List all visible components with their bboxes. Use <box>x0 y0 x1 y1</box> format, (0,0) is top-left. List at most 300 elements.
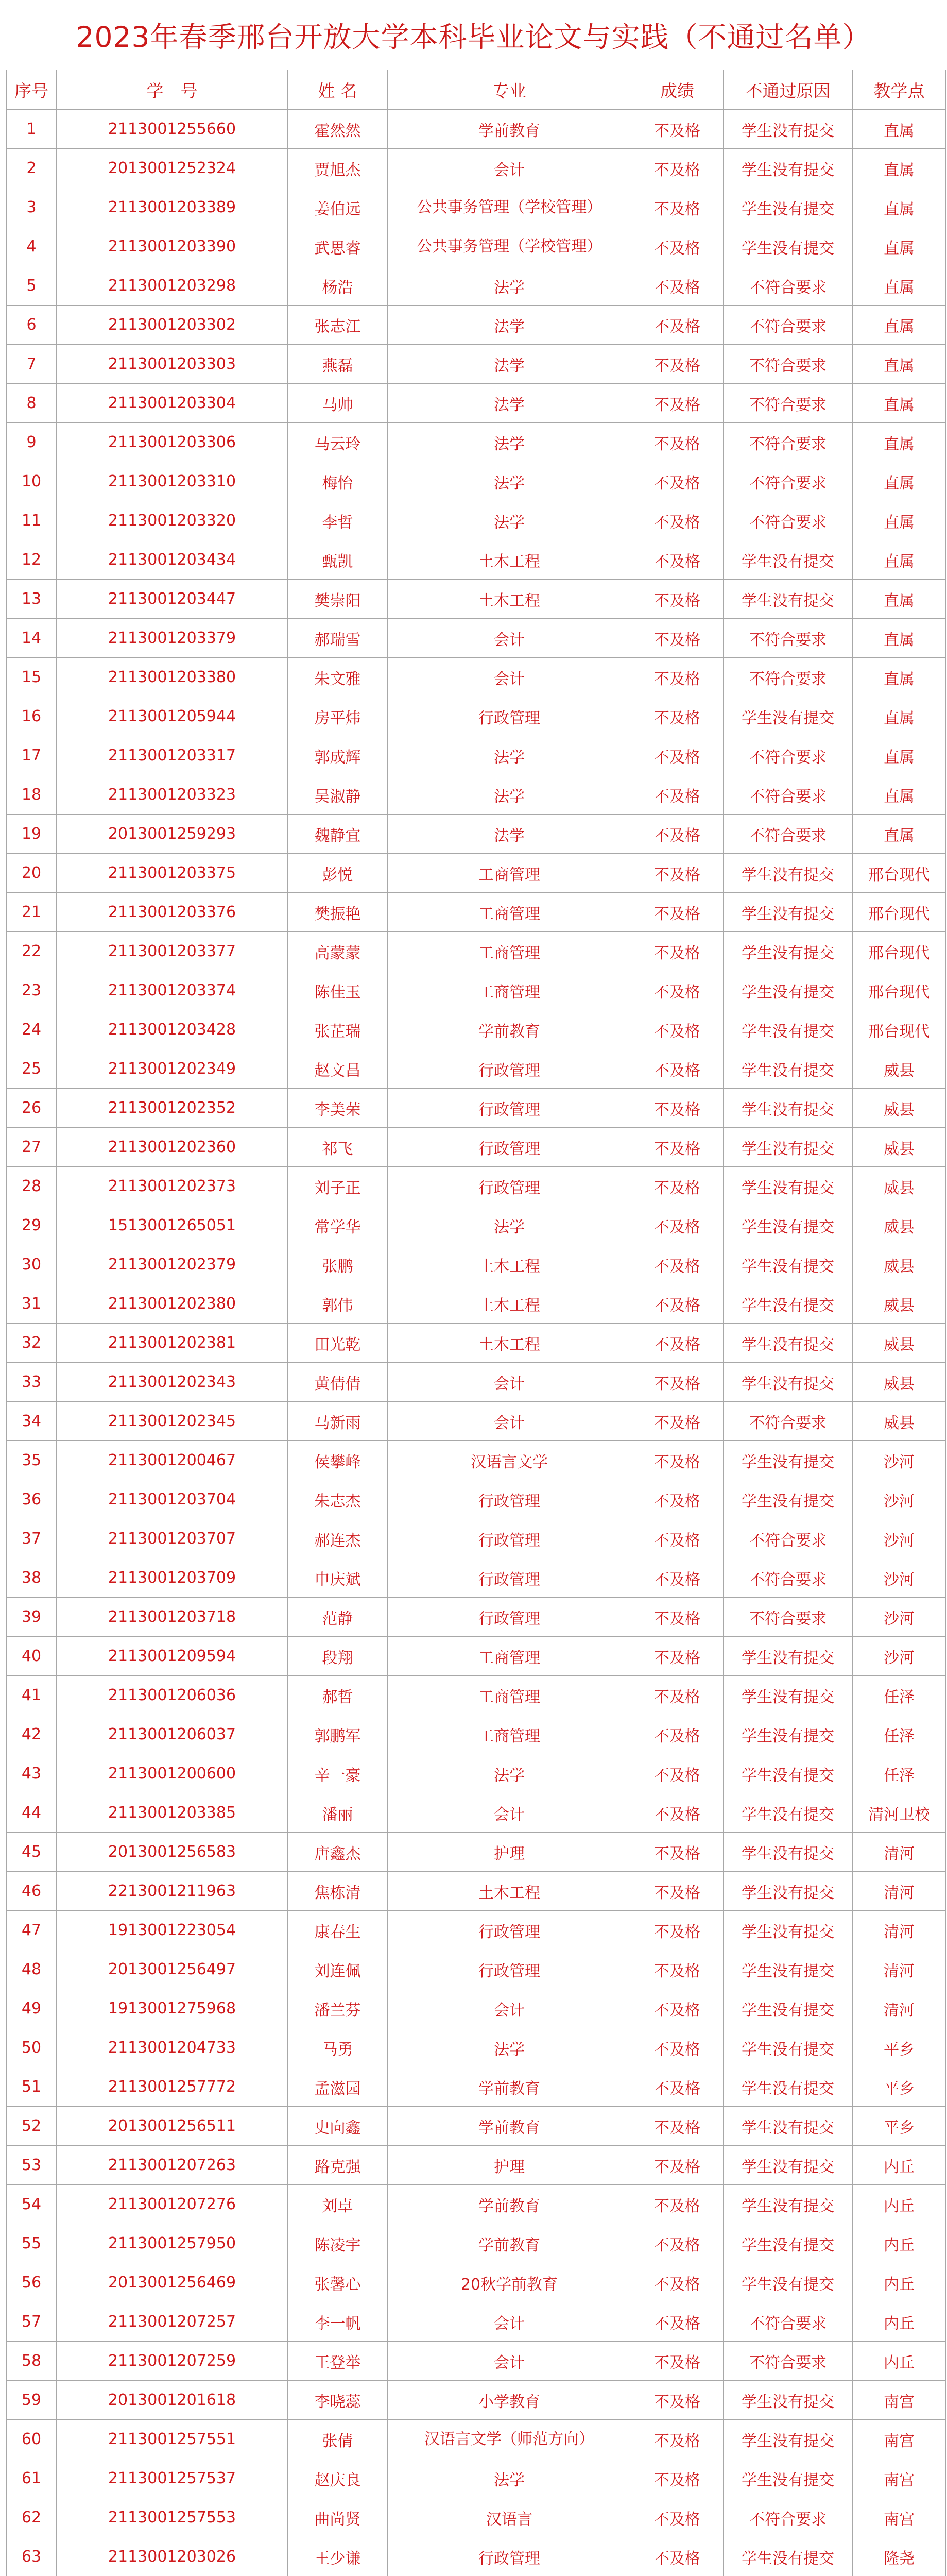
cell-student-id: 2113001203374 <box>57 971 288 1010</box>
cell-seq: 37 <box>7 1519 57 1558</box>
cell-student-id: 2113001200600 <box>57 1754 288 1793</box>
cell-name: 魏静宜 <box>288 815 388 854</box>
cell-seq: 32 <box>7 1324 57 1363</box>
cell-fail-reason: 学生没有提交 <box>724 1245 853 1284</box>
cell-score: 不及格 <box>631 2185 724 2224</box>
cell-score: 不及格 <box>631 1441 724 1480</box>
cell-score: 不及格 <box>631 2224 724 2263</box>
cell-major: 法学 <box>388 501 631 540</box>
cell-teaching-center: 威县 <box>853 1128 946 1167</box>
cell-teaching-center: 直属 <box>853 110 946 149</box>
cell-seq: 40 <box>7 1637 57 1676</box>
cell-name: 申庆斌 <box>288 1558 388 1598</box>
cell-fail-reason: 不符合要求 <box>724 775 853 815</box>
cell-score: 不及格 <box>631 2342 724 2381</box>
cell-student-id: 1913001275968 <box>57 1989 288 2028</box>
cell-score: 不及格 <box>631 2459 724 2498</box>
cell-major: 行政管理 <box>388 1049 631 1089</box>
cell-major: 法学 <box>388 1754 631 1793</box>
cell-score: 不及格 <box>631 1049 724 1089</box>
cell-student-id: 2113001203306 <box>57 423 288 462</box>
cell-name: 郝连杰 <box>288 1519 388 1558</box>
header-student-id: 学 号 <box>57 70 288 110</box>
cell-teaching-center: 清河 <box>853 1833 946 1872</box>
cell-teaching-center: 邢台现代 <box>853 854 946 893</box>
cell-name: 朱志杰 <box>288 1480 388 1519</box>
cell-name: 梅怡 <box>288 462 388 501</box>
cell-name: 樊振艳 <box>288 893 388 932</box>
cell-name: 黄倩倩 <box>288 1363 388 1402</box>
cell-seq: 43 <box>7 1754 57 1793</box>
cell-score: 不及格 <box>631 2537 724 2576</box>
cell-name: 刘卓 <box>288 2185 388 2224</box>
cell-name: 史向鑫 <box>288 2107 388 2146</box>
cell-student-id: 2113001207276 <box>57 2185 288 2224</box>
table-row <box>7 2342 946 2381</box>
cell-teaching-center: 沙河 <box>853 1598 946 1637</box>
cell-name: 朱文雅 <box>288 658 388 697</box>
table-row <box>7 1206 946 1245</box>
cell-fail-reason: 学生没有提交 <box>724 1206 853 1245</box>
table-row <box>7 619 946 658</box>
cell-student-id: 2013001256583 <box>57 1833 288 1872</box>
cell-fail-reason: 不符合要求 <box>724 2302 853 2342</box>
cell-teaching-center: 直属 <box>853 384 946 423</box>
cell-major: 土木工程 <box>388 1324 631 1363</box>
cell-seq: 57 <box>7 2302 57 2342</box>
cell-seq: 26 <box>7 1089 57 1128</box>
cell-major: 公共事务管理（学校管理） <box>388 188 631 227</box>
cell-name: 张芷瑞 <box>288 1010 388 1049</box>
cell-seq: 46 <box>7 1872 57 1911</box>
cell-fail-reason: 学生没有提交 <box>724 1441 853 1480</box>
cell-major: 汉语言文学 <box>388 1441 631 1480</box>
cell-fail-reason: 学生没有提交 <box>724 2420 853 2459</box>
cell-seq: 35 <box>7 1441 57 1480</box>
cell-seq: 15 <box>7 658 57 697</box>
cell-score: 不及格 <box>631 2028 724 2067</box>
cell-name: 吴淑静 <box>288 775 388 815</box>
table-row <box>7 1324 946 1363</box>
cell-name: 张鹏 <box>288 1245 388 1284</box>
cell-student-id: 2113001255660 <box>57 110 288 149</box>
table-row <box>7 1284 946 1324</box>
cell-score: 不及格 <box>631 893 724 932</box>
cell-major: 工商管理 <box>388 893 631 932</box>
cell-name: 马勇 <box>288 2028 388 2067</box>
cell-teaching-center: 南宫 <box>853 2381 946 2420</box>
cell-score: 不及格 <box>631 1754 724 1793</box>
cell-major: 法学 <box>388 423 631 462</box>
cell-score: 不及格 <box>631 462 724 501</box>
cell-student-id: 1513001265051 <box>57 1206 288 1245</box>
cell-name: 段翔 <box>288 1637 388 1676</box>
cell-major: 法学 <box>388 384 631 423</box>
cell-major: 学前教育 <box>388 2224 631 2263</box>
cell-student-id: 2113001203320 <box>57 501 288 540</box>
cell-seq: 50 <box>7 2028 57 2067</box>
cell-name: 赵文昌 <box>288 1049 388 1089</box>
cell-seq: 5 <box>7 266 57 306</box>
cell-major: 行政管理 <box>388 1167 631 1206</box>
cell-teaching-center: 直属 <box>853 540 946 580</box>
cell-score: 不及格 <box>631 1167 724 1206</box>
cell-fail-reason: 学生没有提交 <box>724 1363 853 1402</box>
table-row <box>7 775 946 815</box>
cell-seq: 3 <box>7 188 57 227</box>
cell-teaching-center: 直属 <box>853 580 946 619</box>
cell-student-id: 2113001202373 <box>57 1167 288 1206</box>
cell-fail-reason: 学生没有提交 <box>724 1324 853 1363</box>
cell-seq: 8 <box>7 384 57 423</box>
table-row <box>7 462 946 501</box>
cell-fail-reason: 不符合要求 <box>724 384 853 423</box>
cell-seq: 12 <box>7 540 57 580</box>
cell-score: 不及格 <box>631 1598 724 1637</box>
cell-name: 甄凯 <box>288 540 388 580</box>
header-major: 专业 <box>388 70 631 110</box>
cell-seq: 62 <box>7 2498 57 2537</box>
table-row <box>7 854 946 893</box>
cell-name: 潘兰芬 <box>288 1989 388 2028</box>
cell-teaching-center: 任泽 <box>853 1676 946 1715</box>
cell-score: 不及格 <box>631 2302 724 2342</box>
cell-score: 不及格 <box>631 736 724 775</box>
cell-score: 不及格 <box>631 423 724 462</box>
cell-major: 工商管理 <box>388 971 631 1010</box>
cell-name: 霍然然 <box>288 110 388 149</box>
cell-name: 王登举 <box>288 2342 388 2381</box>
cell-major: 土木工程 <box>388 1245 631 1284</box>
cell-fail-reason: 学生没有提交 <box>724 2537 853 2576</box>
table-row <box>7 2028 946 2067</box>
cell-name: 郝瑞雪 <box>288 619 388 658</box>
cell-fail-reason: 学生没有提交 <box>724 1715 853 1754</box>
cell-score: 不及格 <box>631 2146 724 2185</box>
cell-name: 彭悦 <box>288 854 388 893</box>
cell-fail-reason: 不符合要求 <box>724 736 853 775</box>
cell-seq: 25 <box>7 1049 57 1089</box>
cell-seq: 31 <box>7 1284 57 1324</box>
cell-student-id: 2113001202349 <box>57 1049 288 1089</box>
cell-major: 工商管理 <box>388 854 631 893</box>
cell-fail-reason: 学生没有提交 <box>724 1284 853 1324</box>
table-row <box>7 1911 946 1950</box>
cell-teaching-center: 任泽 <box>853 1715 946 1754</box>
cell-name: 孟滋园 <box>288 2067 388 2107</box>
cell-teaching-center: 直属 <box>853 462 946 501</box>
table-row <box>7 1833 946 1872</box>
cell-teaching-center: 内丘 <box>853 2342 946 2381</box>
cell-teaching-center: 直属 <box>853 775 946 815</box>
cell-score: 不及格 <box>631 1245 724 1284</box>
cell-score: 不及格 <box>631 306 724 345</box>
cell-fail-reason: 学生没有提交 <box>724 1833 853 1872</box>
cell-student-id: 2113001203302 <box>57 306 288 345</box>
cell-student-id: 2113001257537 <box>57 2459 288 2498</box>
cell-score: 不及格 <box>631 2067 724 2107</box>
cell-student-id: 2113001202380 <box>57 1284 288 1324</box>
cell-student-id: 2113001257553 <box>57 2498 288 2537</box>
fail-list-table <box>6 70 946 2576</box>
header-seq: 序号 <box>7 70 57 110</box>
cell-fail-reason: 不符合要求 <box>724 462 853 501</box>
cell-score: 不及格 <box>631 2381 724 2420</box>
cell-name: 郝哲 <box>288 1676 388 1715</box>
cell-major: 法学 <box>388 736 631 775</box>
cell-name: 祁飞 <box>288 1128 388 1167</box>
cell-major: 法学 <box>388 2459 631 2498</box>
cell-teaching-center: 直属 <box>853 345 946 384</box>
cell-seq: 49 <box>7 1989 57 2028</box>
cell-score: 不及格 <box>631 149 724 188</box>
table-row <box>7 2263 946 2302</box>
table-header-row <box>7 70 946 110</box>
cell-teaching-center: 平乡 <box>853 2028 946 2067</box>
table-row <box>7 1989 946 2028</box>
cell-student-id: 2113001203707 <box>57 1519 288 1558</box>
table-row <box>7 580 946 619</box>
cell-score: 不及格 <box>631 188 724 227</box>
table-row <box>7 1793 946 1833</box>
cell-student-id: 2113001203317 <box>57 736 288 775</box>
cell-score: 不及格 <box>631 1676 724 1715</box>
cell-fail-reason: 学生没有提交 <box>724 697 853 736</box>
cell-score: 不及格 <box>631 2107 724 2146</box>
table-row <box>7 384 946 423</box>
cell-teaching-center: 威县 <box>853 1206 946 1245</box>
table-row <box>7 1480 946 1519</box>
cell-teaching-center: 清河 <box>853 1872 946 1911</box>
cell-seq: 14 <box>7 619 57 658</box>
cell-major: 会计 <box>388 619 631 658</box>
cell-fail-reason: 不符合要求 <box>724 1519 853 1558</box>
cell-teaching-center: 邢台现代 <box>853 971 946 1010</box>
cell-teaching-center: 直属 <box>853 501 946 540</box>
cell-score: 不及格 <box>631 658 724 697</box>
cell-seq: 20 <box>7 854 57 893</box>
cell-seq: 11 <box>7 501 57 540</box>
cell-score: 不及格 <box>631 384 724 423</box>
cell-major: 工商管理 <box>388 1676 631 1715</box>
cell-teaching-center: 沙河 <box>853 1519 946 1558</box>
cell-name: 贾旭杰 <box>288 149 388 188</box>
cell-major: 会计 <box>388 658 631 697</box>
cell-seq: 27 <box>7 1128 57 1167</box>
table-row <box>7 815 946 854</box>
cell-fail-reason: 学生没有提交 <box>724 2224 853 2263</box>
cell-fail-reason: 不符合要求 <box>724 1402 853 1441</box>
cell-student-id: 2113001203379 <box>57 619 288 658</box>
cell-seq: 51 <box>7 2067 57 2107</box>
cell-teaching-center: 直属 <box>853 658 946 697</box>
cell-major: 法学 <box>388 266 631 306</box>
cell-teaching-center: 平乡 <box>853 2067 946 2107</box>
cell-seq: 56 <box>7 2263 57 2302</box>
cell-major: 行政管理 <box>388 1089 631 1128</box>
cell-fail-reason: 学生没有提交 <box>724 971 853 1010</box>
cell-seq: 42 <box>7 1715 57 1754</box>
cell-fail-reason: 不符合要求 <box>724 2342 853 2381</box>
cell-fail-reason: 不符合要求 <box>724 306 853 345</box>
cell-major: 工商管理 <box>388 1715 631 1754</box>
cell-seq: 63 <box>7 2537 57 2576</box>
cell-teaching-center: 直属 <box>853 697 946 736</box>
cell-fail-reason: 不符合要求 <box>724 1558 853 1598</box>
cell-student-id: 2113001203026 <box>57 2537 288 2576</box>
table-row <box>7 658 946 697</box>
table-row <box>7 2420 946 2459</box>
cell-major: 行政管理 <box>388 1519 631 1558</box>
cell-name: 樊崇阳 <box>288 580 388 619</box>
cell-fail-reason: 学生没有提交 <box>724 1010 853 1049</box>
cell-score: 不及格 <box>631 1363 724 1402</box>
cell-teaching-center: 直属 <box>853 306 946 345</box>
cell-student-id: 2013001256511 <box>57 2107 288 2146</box>
cell-score: 不及格 <box>631 697 724 736</box>
cell-seq: 1 <box>7 110 57 149</box>
cell-fail-reason: 学生没有提交 <box>724 854 853 893</box>
table-row <box>7 736 946 775</box>
cell-teaching-center: 南宫 <box>853 2459 946 2498</box>
cell-teaching-center: 邢台现代 <box>853 1010 946 1049</box>
cell-teaching-center: 任泽 <box>853 1754 946 1793</box>
cell-seq: 23 <box>7 971 57 1010</box>
cell-student-id: 2113001257551 <box>57 2420 288 2459</box>
table-body <box>7 110 946 2576</box>
cell-score: 不及格 <box>631 110 724 149</box>
table-row <box>7 1519 946 1558</box>
cell-student-id: 2113001203709 <box>57 1558 288 1598</box>
table-row <box>7 2498 946 2537</box>
table-row <box>7 306 946 345</box>
table-row <box>7 110 946 149</box>
cell-seq: 53 <box>7 2146 57 2185</box>
cell-teaching-center: 直属 <box>853 423 946 462</box>
cell-name: 李一帆 <box>288 2302 388 2342</box>
cell-fail-reason: 学生没有提交 <box>724 1480 853 1519</box>
table-row <box>7 540 946 580</box>
cell-major: 法学 <box>388 1206 631 1245</box>
cell-name: 刘连佩 <box>288 1950 388 1989</box>
cell-score: 不及格 <box>631 2420 724 2459</box>
cell-name: 常学华 <box>288 1206 388 1245</box>
cell-seq: 59 <box>7 2381 57 2420</box>
cell-seq: 36 <box>7 1480 57 1519</box>
header-teaching-center: 教学点 <box>853 70 946 110</box>
cell-score: 不及格 <box>631 1637 724 1676</box>
cell-seq: 9 <box>7 423 57 462</box>
cell-seq: 54 <box>7 2185 57 2224</box>
cell-name: 焦栋清 <box>288 1872 388 1911</box>
cell-seq: 4 <box>7 227 57 266</box>
table-row <box>7 227 946 266</box>
cell-student-id: 2113001203380 <box>57 658 288 697</box>
cell-name: 张馨心 <box>288 2263 388 2302</box>
cell-score: 不及格 <box>631 775 724 815</box>
table-row <box>7 2185 946 2224</box>
cell-major: 法学 <box>388 306 631 345</box>
cell-score: 不及格 <box>631 619 724 658</box>
cell-major: 会计 <box>388 1402 631 1441</box>
cell-seq: 61 <box>7 2459 57 2498</box>
cell-score: 不及格 <box>631 1010 724 1049</box>
cell-seq: 21 <box>7 893 57 932</box>
cell-student-id: 1913001223054 <box>57 1911 288 1950</box>
cell-teaching-center: 南宫 <box>853 2498 946 2537</box>
cell-name: 刘子正 <box>288 1167 388 1206</box>
table-row <box>7 188 946 227</box>
cell-student-id: 2113001204733 <box>57 2028 288 2067</box>
cell-fail-reason: 学生没有提交 <box>724 2459 853 2498</box>
cell-student-id: 2113001203718 <box>57 1598 288 1637</box>
cell-name: 房平炜 <box>288 697 388 736</box>
cell-name: 李晓蕊 <box>288 2381 388 2420</box>
cell-student-id: 2113001206036 <box>57 1676 288 1715</box>
cell-major: 会计 <box>388 2342 631 2381</box>
cell-score: 不及格 <box>631 501 724 540</box>
table-row <box>7 1715 946 1754</box>
cell-student-id: 2013001252324 <box>57 149 288 188</box>
cell-major: 行政管理 <box>388 697 631 736</box>
cell-student-id: 2113001203447 <box>57 580 288 619</box>
cell-teaching-center: 直属 <box>853 227 946 266</box>
cell-fail-reason: 学生没有提交 <box>724 2381 853 2420</box>
cell-student-id: 2113001203303 <box>57 345 288 384</box>
cell-seq: 16 <box>7 697 57 736</box>
cell-name: 郭成辉 <box>288 736 388 775</box>
cell-score: 不及格 <box>631 1833 724 1872</box>
cell-name: 高蒙蒙 <box>288 932 388 971</box>
cell-student-id: 2113001203310 <box>57 462 288 501</box>
cell-student-id: 2013001201618 <box>57 2381 288 2420</box>
cell-major: 汉语言 <box>388 2498 631 2537</box>
cell-major: 学前教育 <box>388 2107 631 2146</box>
table-row <box>7 423 946 462</box>
table-row <box>7 1245 946 1284</box>
cell-student-id: 2113001202352 <box>57 1089 288 1128</box>
cell-score: 不及格 <box>631 1793 724 1833</box>
table-row <box>7 2459 946 2498</box>
cell-fail-reason: 学生没有提交 <box>724 188 853 227</box>
cell-major: 法学 <box>388 775 631 815</box>
cell-seq: 24 <box>7 1010 57 1049</box>
cell-name: 赵庆良 <box>288 2459 388 2498</box>
cell-seq: 41 <box>7 1676 57 1715</box>
cell-teaching-center: 沙河 <box>853 1480 946 1519</box>
table-row <box>7 1363 946 1402</box>
cell-teaching-center: 清河 <box>853 1911 946 1950</box>
cell-teaching-center: 直属 <box>853 815 946 854</box>
cell-name: 张倩 <box>288 2420 388 2459</box>
cell-fail-reason: 学生没有提交 <box>724 1128 853 1167</box>
table-row <box>7 1010 946 1049</box>
cell-score: 不及格 <box>631 2498 724 2537</box>
cell-fail-reason: 学生没有提交 <box>724 2028 853 2067</box>
table-row <box>7 2537 946 2576</box>
cell-seq: 17 <box>7 736 57 775</box>
cell-seq: 10 <box>7 462 57 501</box>
cell-score: 不及格 <box>631 1089 724 1128</box>
cell-teaching-center: 内丘 <box>853 2263 946 2302</box>
cell-score: 不及格 <box>631 1989 724 2028</box>
cell-teaching-center: 威县 <box>853 1284 946 1324</box>
cell-student-id: 2113001203377 <box>57 932 288 971</box>
cell-fail-reason: 不符合要求 <box>724 2498 853 2537</box>
cell-teaching-center: 内丘 <box>853 2185 946 2224</box>
cell-name: 陈凌宇 <box>288 2224 388 2263</box>
cell-major: 法学 <box>388 815 631 854</box>
